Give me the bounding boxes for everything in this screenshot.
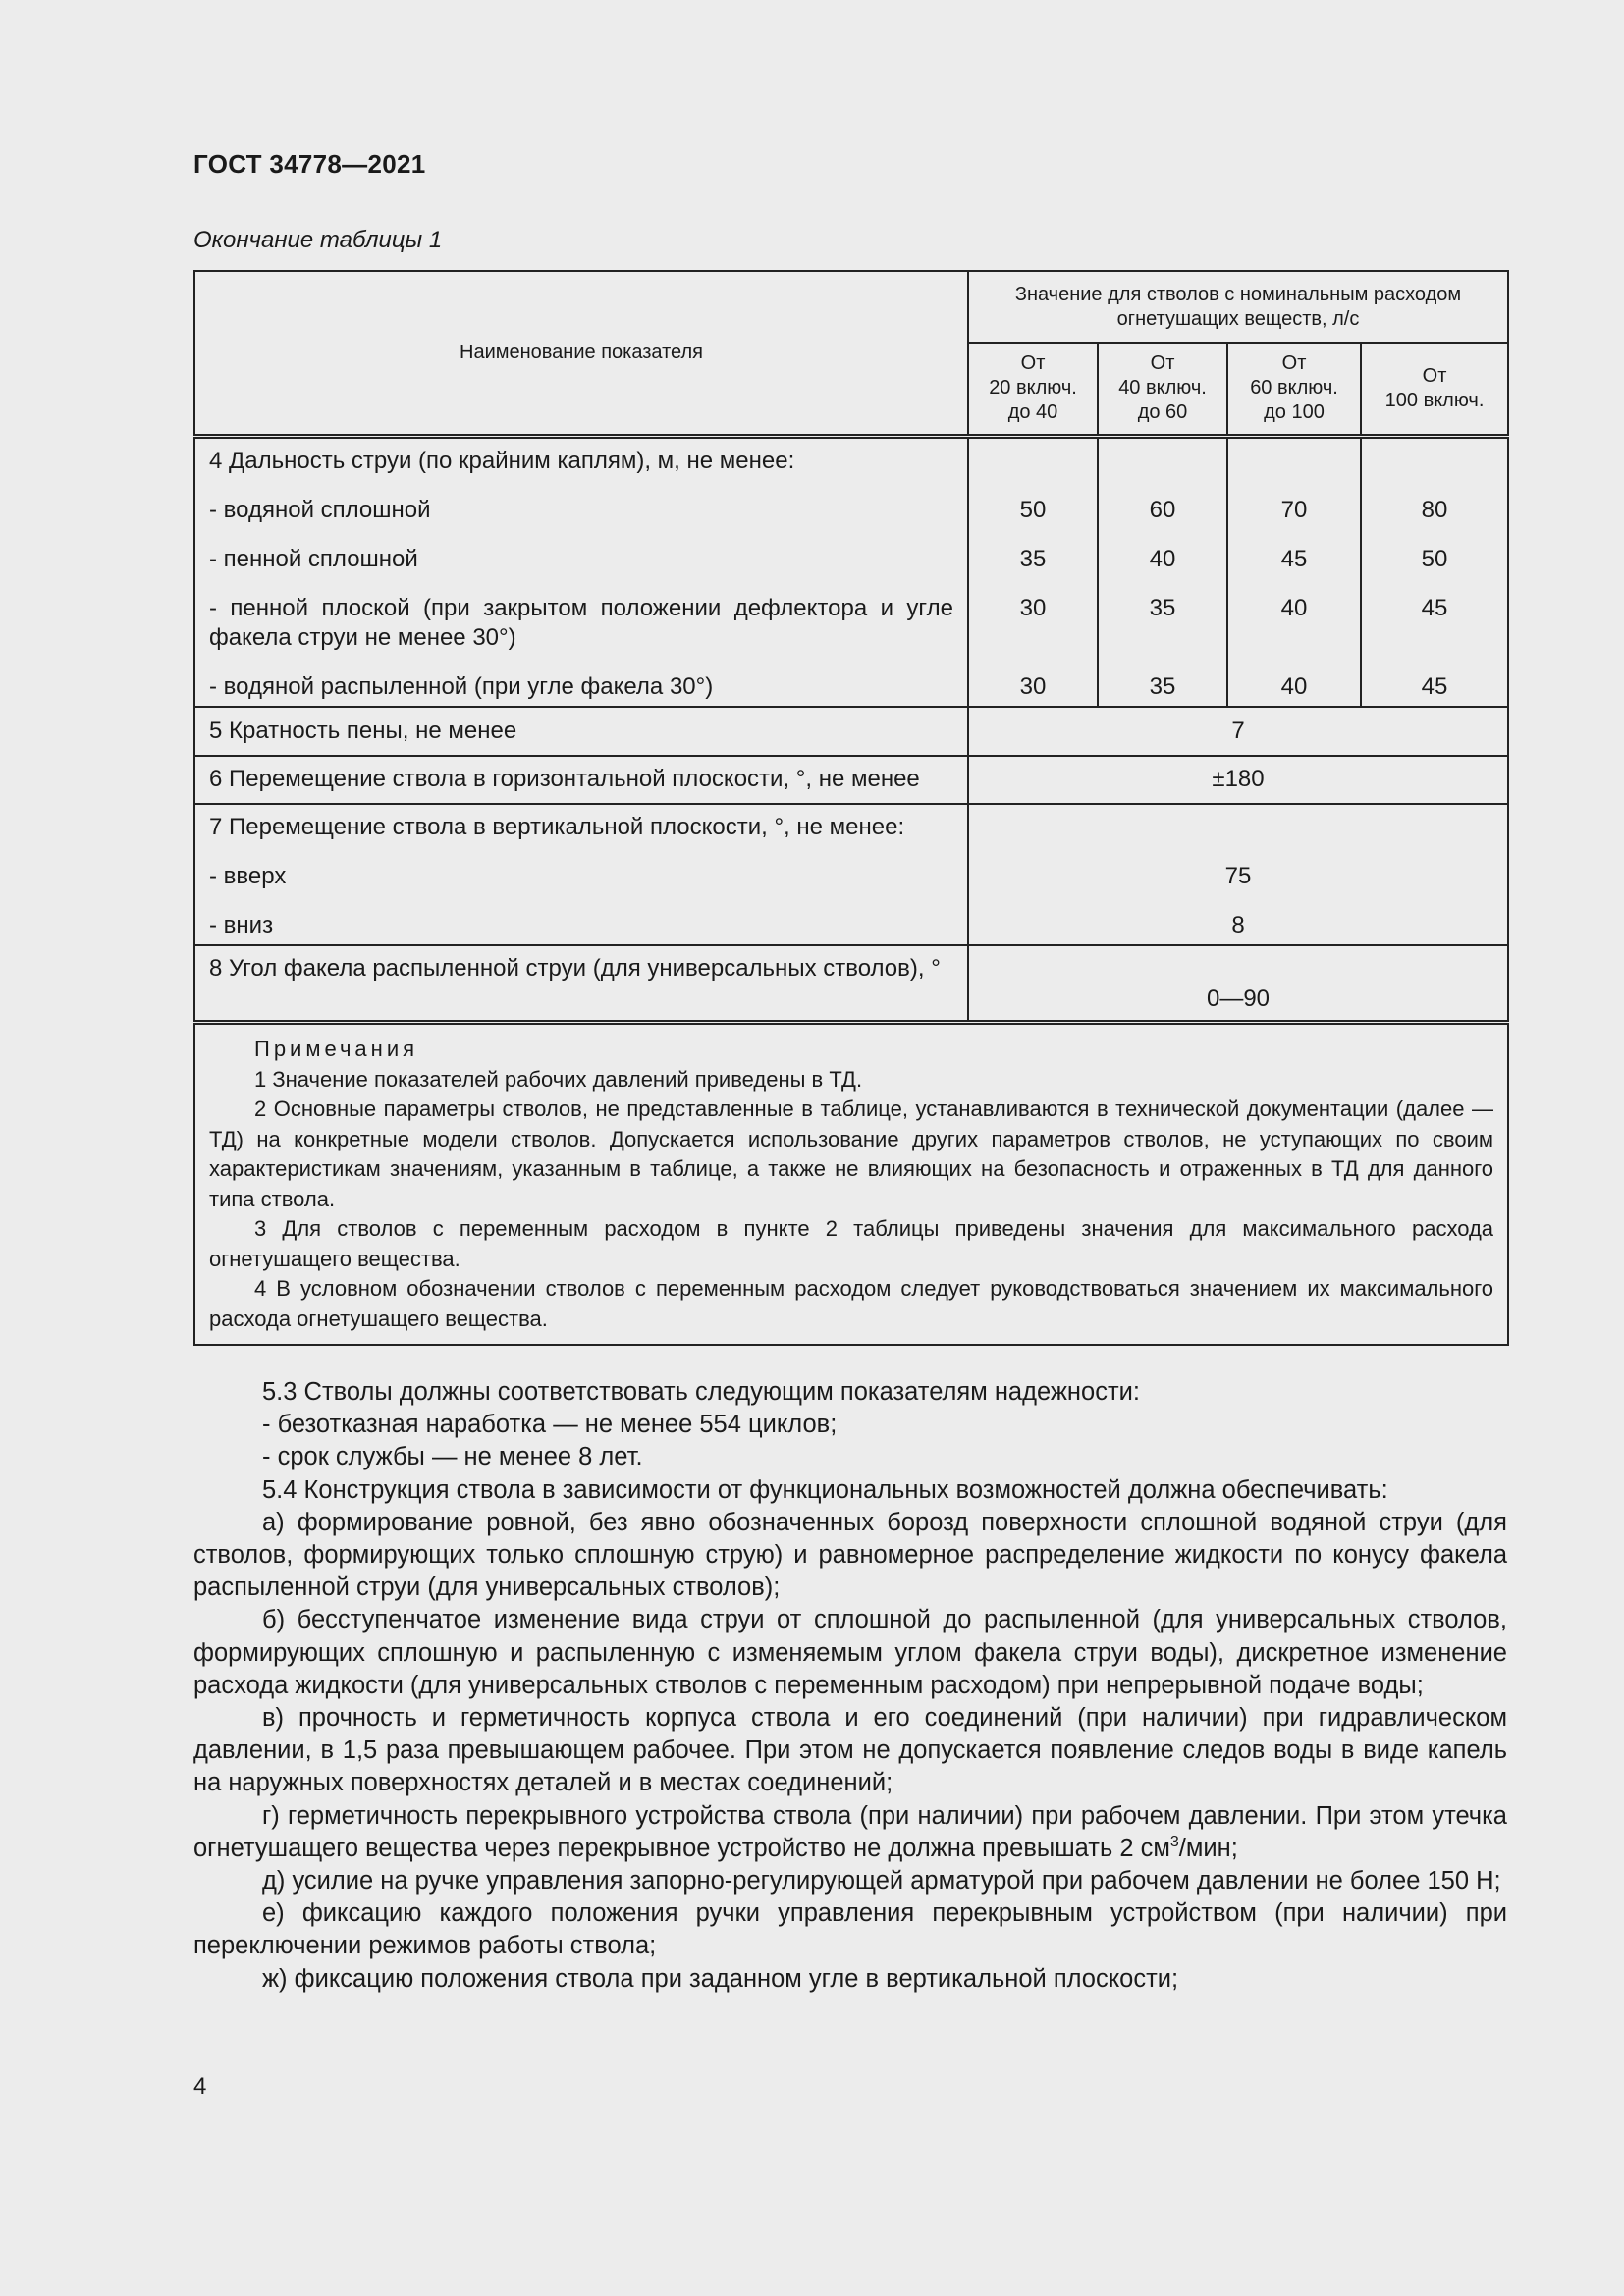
table-caption: Окончание таблицы 1 [193, 227, 443, 253]
table-cell: 75 [1224, 862, 1252, 889]
subcol-header: От 60 включ. до 100 [1227, 343, 1361, 436]
superscript: 3 [1169, 1833, 1179, 1850]
row6-value: ±180 [968, 756, 1508, 804]
list-item: е) фиксацию каждого положения ручки управления перекрывным устройством (при наличии) при переключении режимов работы ствола; [193, 1899, 1507, 1960]
list-item: ж) фиксацию положения ствола при заданном угле в вертикальной плоскости; [262, 1964, 1179, 1993]
body-text [193, 1376, 1507, 1996]
row4-col2 [1098, 436, 1227, 707]
clause-5-3: 5.3 Стволы должны соответствовать следующим показателям надежности: [262, 1378, 1140, 1406]
table-cell: 35 [1149, 594, 1176, 621]
note-item: 1 Значение показателей рабочих давлений приведены в ТД. [254, 1066, 863, 1092]
subcol-header: От 40 включ. до 60 [1098, 343, 1227, 436]
parameters-table [193, 270, 1509, 1346]
row6-label: 6 Перемещение ствола в горизонтальной плоскости, °, не менее [194, 756, 968, 804]
table-cell: 70 [1280, 496, 1308, 523]
note-item: 2 Основные параметры стволов, не представленные в таблице, устанавливаются в технической документации (далее — ТД) на конкретные модели стволов. Допускается использование других параметров стволов, не уступающих по своим характеристикам значениям, указанным в таблице, а также не влияющих на безопасность и отраженных в ТД для данного типа ствола. [209, 1096, 1494, 1211]
row7-values [968, 804, 1508, 945]
page-number: 4 [193, 2073, 207, 2100]
row4-item-label: - водяной распыленной (при угле факела 30°) [209, 672, 714, 700]
table-cell: 35 [1019, 545, 1047, 572]
table-cell: 35 [1149, 672, 1176, 700]
col-name-header: Наименование показателя [194, 271, 968, 436]
table-cell: 40 [1280, 594, 1308, 621]
row4-col3 [1227, 436, 1361, 707]
row7-labels [194, 804, 968, 945]
list-item: г) герметичность перекрывного устройства ствола (при наличии) при рабочем давлении. При этом утечка огнетушащего вещества через перекрывное устройство не должна превышать 2 $см^3$/мин; [193, 1801, 1507, 1862]
row4-col4 [1361, 436, 1508, 707]
table-cell: 8 [1231, 911, 1245, 938]
row7-title: 7 Перемещение ствола в вертикальной плоскости, °, не менее: [209, 813, 905, 840]
notes-title: Примечания [254, 1037, 419, 1061]
row4-labels [194, 436, 968, 707]
row5-value: 7 [968, 707, 1508, 756]
row4-col1 [968, 436, 1098, 707]
note-item: 4 В условном обозначении стволов с переменным расходом следует руководствоваться значением их максимального расхода огнетушащего вещества. [209, 1276, 1494, 1331]
subcol-header: От 100 включ. [1361, 343, 1508, 436]
list-item: д) усилие на ручке управления запорно-регулирующей арматурой при рабочем давлении не более 150 Н; [262, 1867, 1501, 1896]
row4-item-label: - пенной сплошной [209, 545, 418, 572]
row4-title: 4 Дальность струи (по крайним каплям), м, не менее: [209, 447, 795, 474]
list-item: а) формирование ровной, без явно обозначенных борозд поверхности сплошной водяной струи (для стволов, формирующих только сплошную струю) и равномерное распределение жидкости по конусу факела распыленной струи (для универсальных стволов); [193, 1508, 1507, 1602]
row7-item-label: - вниз [209, 911, 274, 938]
table-cell: 50 [1421, 545, 1448, 572]
table-cell: 50 [1019, 496, 1047, 523]
list-item: в) прочность и герметичность корпуса ствола и его соединений (при наличии) при гидравлическом давлении, в 1,5 раза превышающем рабочее. При этом не допускается появление следов воды в виде капель на наружных поверхностях деталей и в местах соединений; [193, 1704, 1507, 1797]
table-notes [194, 1023, 1508, 1346]
col-group-header: Значение для стволов с номинальным расходом огнетушащих веществ, л/с [968, 271, 1508, 343]
row8-label: 8 Угол факела распыленной струи (для универсальных стволов), ° [194, 945, 968, 1023]
table-cell: 45 [1280, 545, 1308, 572]
row5-label: 5 Кратность пены, не менее [194, 707, 968, 756]
table-cell: 45 [1421, 594, 1448, 621]
row7-item-label: - вверх [209, 862, 287, 889]
table-cell: 60 [1149, 496, 1176, 523]
standard-header: ГОСТ 34778—2021 [193, 149, 426, 179]
note-item: 3 Для стволов с переменным расходом в пункте 2 таблицы приведены значения для максимального расхода огнетушащего вещества. [209, 1216, 1494, 1271]
clause-5-4: 5.4 Конструкция ствола в зависимости от функциональных возможностей должна обеспечивать: [262, 1475, 1388, 1504]
list-item: - безотказная наработка — не менее 554 циклов; [262, 1411, 838, 1439]
table-cell: 30 [1019, 594, 1047, 621]
table-cell: 30 [1019, 672, 1047, 700]
table-cell: 40 [1280, 672, 1308, 700]
row4-item-label: - водяной сплошной [209, 496, 431, 523]
list-item: - срок службы — не менее 8 лет. [262, 1443, 643, 1471]
list-item: б) бесступенчатое изменение вида струи от сплошной до распыленной (для универсальных стволов, формирующих сплошную и распыленную с изменяемым углом факела струи воды), дискретное изменение расхода жидкости (для универсальных стволов с переменным расходом) при непрерывной подаче воды; [193, 1606, 1507, 1699]
table-cell: 45 [1421, 672, 1448, 700]
table-cell: 40 [1149, 545, 1176, 572]
row4-item-label: - пенной плоской (при закрытом положении дефлектора и угле факела струи не менее 30°) [209, 594, 953, 651]
row8-value: 0—90 [968, 945, 1508, 1023]
subcol-header: От 20 включ. до 40 [968, 343, 1098, 436]
table-cell: 80 [1421, 496, 1448, 523]
